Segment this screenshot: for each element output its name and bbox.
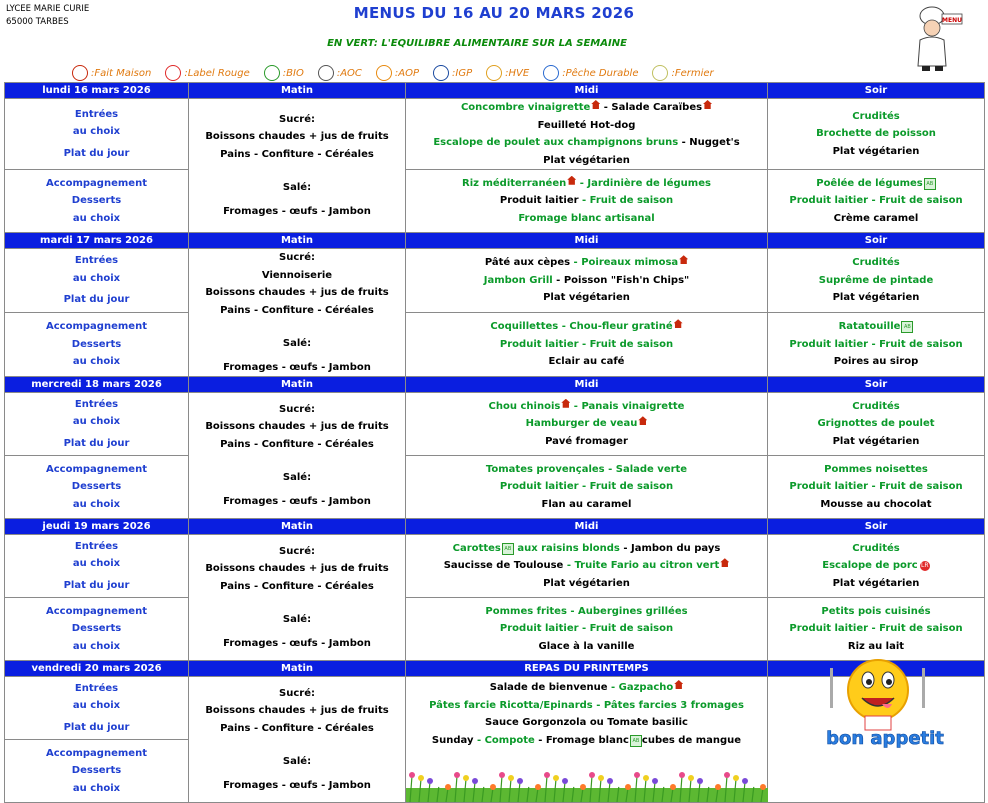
menu-line <box>768 254 984 272</box>
menu-line <box>406 557 767 575</box>
day-name: mardi 17 mars 2026 <box>5 233 189 249</box>
matin-boissons: Boissons chaudes + jus de fruits <box>205 563 389 575</box>
menu-item: Produit laitier - Fruit de saison <box>499 481 674 493</box>
menu-item: Hamburger de veau <box>525 418 638 430</box>
menu-item: Crudités <box>852 110 900 122</box>
menu-line <box>406 99 767 117</box>
matin-pains: Pains - Confiture - Céréales <box>220 304 374 316</box>
menu-item: Poires au sirop <box>833 356 919 368</box>
menu-line <box>768 496 984 514</box>
aoc-icon <box>318 65 334 81</box>
legend-item <box>433 65 472 81</box>
midi-cell <box>406 535 768 598</box>
hve-icon <box>486 65 502 81</box>
menu-line <box>406 289 767 307</box>
menu-line <box>406 540 767 558</box>
category-entrees: Entrées <box>74 255 119 267</box>
menu-line <box>768 289 984 307</box>
menu-item: Crudités <box>852 257 900 269</box>
menu-line <box>406 152 767 170</box>
soir-cell <box>768 313 985 377</box>
menu-item: Saucisse de Toulouse <box>443 560 564 572</box>
menu-line <box>406 478 767 496</box>
fait-maison-icon <box>674 319 683 328</box>
matin-boissons: Boissons chaudes + jus de fruits <box>205 705 389 717</box>
menu-item: Salade de bienvenue <box>489 682 608 693</box>
day-name: lundi 16 mars 2026 <box>5 83 189 99</box>
category-cell <box>5 456 189 519</box>
menu-line <box>768 108 984 126</box>
menu-item: cubes de mangue <box>641 734 742 746</box>
menu-line <box>768 192 984 210</box>
category-cell <box>5 535 189 598</box>
col-matin: Matin <box>189 233 406 249</box>
legend-item <box>72 65 151 81</box>
category-entrees: Entrées <box>74 108 119 120</box>
col-soir: Soir <box>768 83 985 99</box>
menu-item: Suprême de pintade <box>818 274 934 286</box>
category-au-choix: au choix <box>72 212 121 224</box>
menu-item: Produit laitier - Fruit de saison <box>499 338 674 350</box>
fait-maison-icon <box>591 100 600 109</box>
menu-line <box>768 318 984 336</box>
category-accompagnement: Accompagnement <box>46 463 147 475</box>
menu-item: Plat végétarien <box>832 292 920 304</box>
col-soir: Soir <box>768 519 985 535</box>
legend <box>72 64 714 82</box>
day-name: jeudi 19 mars 2026 <box>5 519 189 535</box>
matin-pains: Pains - Confiture - Céréales <box>220 722 374 734</box>
fait-maison-icon <box>561 399 570 408</box>
chef-icon <box>908 4 966 72</box>
matin-pains: Pains - Confiture - Céréales <box>220 148 374 160</box>
matin-cell <box>189 99 406 233</box>
matin-pains: Pains - Confiture - Céréales <box>220 580 374 592</box>
midi-cell <box>406 393 768 456</box>
menu-item: Ratatouille <box>838 321 901 333</box>
midi-cell <box>406 677 768 803</box>
midi-cell <box>406 598 768 661</box>
menu-item: - <box>600 102 612 113</box>
category-accompagnement: Accompagnement <box>46 177 147 189</box>
fait-maison-icon <box>720 558 729 567</box>
fait-maison-icon <box>567 176 576 185</box>
menu-line <box>768 272 984 290</box>
menu-item: Feuilleté Hot-dog <box>537 119 636 131</box>
soir-cell <box>768 170 985 233</box>
menu-item: Pavé fromager <box>545 435 628 447</box>
col-soir: Soir <box>768 233 985 249</box>
aop-icon <box>376 65 392 81</box>
menu-line <box>406 398 767 416</box>
menu-line <box>406 117 767 135</box>
col-midi: REPAS DU PRINTEMPS <box>406 661 768 677</box>
category-plat-du-jour: Plat du jour <box>63 294 130 306</box>
midi-cell <box>406 313 768 377</box>
matin-viennoiserie: Viennoiserie <box>261 269 333 281</box>
menu-line <box>406 461 767 479</box>
category-au-choix: au choix <box>72 356 121 368</box>
category-cell <box>5 170 189 233</box>
menu-row-top <box>5 249 985 313</box>
col-matin: Matin <box>189 377 406 393</box>
menu-row-bottom <box>5 456 985 519</box>
menu-item: - Jardinière de légumes <box>576 177 711 189</box>
legend-label: :BIO <box>282 67 304 79</box>
col-midi: Midi <box>406 233 768 249</box>
menu-line <box>768 125 984 143</box>
menu-item: Produit laitier - Fruit de saison <box>789 481 963 493</box>
matin-sale: Salé: <box>282 338 312 349</box>
category-accompagnement: Accompagnement <box>46 605 147 617</box>
soir-cell <box>768 535 985 598</box>
category-accompagnement: Accompagnement <box>46 321 147 333</box>
category-au-choix: au choix <box>72 640 121 652</box>
label-rouge-icon <box>165 65 181 81</box>
menu-item: Chou chinois <box>488 400 561 412</box>
menu-item: Produit laitier - Fruit de saison <box>499 623 674 635</box>
bon-appetit-smiley-icon <box>810 648 960 748</box>
menu-item: Sunday <box>431 734 474 746</box>
day-header-row <box>5 519 985 535</box>
menu-line <box>406 603 767 621</box>
category-entrees: Entrées <box>74 540 119 552</box>
menu-line <box>768 557 984 575</box>
menu-line <box>768 478 984 496</box>
igp-icon <box>433 65 449 81</box>
midi-cell <box>406 170 768 233</box>
menu-item: Plat végétarien <box>543 292 630 304</box>
col-matin: Matin <box>189 519 406 535</box>
day-header-row <box>5 83 985 99</box>
menu-item: - Fruit de saison <box>578 195 674 207</box>
menu-item: Sauce Gorgonzola ou Tomate basilic <box>485 717 688 728</box>
legend-item <box>376 65 419 81</box>
menu-item: Flan au caramel <box>541 498 632 510</box>
menu-line <box>406 254 767 272</box>
menu-item: Eclair au café <box>548 356 625 368</box>
menu-item: Pâtes farcie Ricotta/Epinards - Pâtes farcies 3 fromages <box>429 699 744 711</box>
menu-line <box>768 540 984 558</box>
category-au-choix: au choix <box>72 700 121 712</box>
matin-sucre: Sucré: <box>279 687 315 699</box>
menu-item: Concombre vinaigrette <box>460 102 591 113</box>
menu-item: Riz méditerranéen <box>462 177 567 189</box>
menu-line <box>768 433 984 451</box>
menu-item: Crudités <box>852 400 900 412</box>
spring-flowers-icon <box>406 762 768 802</box>
matin-boissons: Boissons chaudes + jus de fruits <box>205 131 389 143</box>
legend-item <box>543 65 638 81</box>
menu-item: Plat végétarien <box>832 435 920 447</box>
matin-fromages: Fromages - œufs - Jambon <box>223 361 371 373</box>
matin-cell <box>189 393 406 519</box>
menu-item: Plat végétarien <box>832 577 920 589</box>
legend-item <box>165 65 249 81</box>
matin-sale: Salé: <box>282 472 312 484</box>
menu-item: Crème caramel <box>833 212 919 224</box>
soir-cell <box>768 99 985 170</box>
matin-fromages: Fromages - œufs - Jambon <box>223 779 371 791</box>
menu-line <box>406 318 767 336</box>
category-cell <box>5 393 189 456</box>
menu-line <box>406 433 767 451</box>
matin-sucre: Sucré: <box>279 113 315 125</box>
menu-line <box>406 336 767 354</box>
menu-line <box>406 620 767 638</box>
category-desserts: Desserts <box>71 338 122 350</box>
menu-line <box>406 714 767 732</box>
matin-boissons: Boissons chaudes + jus de fruits <box>205 287 389 298</box>
menu-item: Carottes <box>452 542 501 554</box>
col-soir: Soir <box>768 377 985 393</box>
menu-item: Brochette de poisson <box>816 128 936 140</box>
menu-item: Glace à la vanille <box>538 640 635 652</box>
menu-line <box>768 398 984 416</box>
soir-cell <box>768 456 985 519</box>
menu-line <box>406 496 767 514</box>
legend-item <box>652 65 713 81</box>
col-midi: Midi <box>406 519 768 535</box>
house-icon <box>72 65 88 81</box>
menu-line <box>768 461 984 479</box>
category-desserts: Desserts <box>71 623 122 635</box>
matin-sale: Salé: <box>282 182 312 194</box>
category-au-choix: au choix <box>72 558 121 570</box>
menu-line <box>406 134 767 152</box>
category-cell <box>5 249 189 313</box>
menu-line <box>406 272 767 290</box>
matin-fromages: Fromages - œufs - Jambon <box>223 205 371 217</box>
category-entrees: Entrées <box>74 398 119 410</box>
school-line2: 65000 TARBES <box>6 17 69 27</box>
matin-sale: Salé: <box>282 614 312 626</box>
legend-label: :HVE <box>505 67 530 79</box>
menu-item: Jambon Grill <box>483 274 553 286</box>
category-plat-du-jour: Plat du jour <box>63 437 130 449</box>
midi-cell <box>406 249 768 313</box>
menu-row-top <box>5 393 985 456</box>
menu-item: - Jambon du pays <box>619 542 721 554</box>
legend-label: :Fermier <box>671 67 714 79</box>
day-header-row <box>5 233 985 249</box>
col-matin: Matin <box>189 83 406 99</box>
matin-cell <box>189 249 406 377</box>
midi-cell <box>406 99 768 170</box>
menu-item: Pommes frites - Aubergines grillées <box>485 605 688 617</box>
category-plat-du-jour: Plat du jour <box>63 579 130 591</box>
category-plat-du-jour: Plat du jour <box>63 721 130 733</box>
menu-item: Mousse au chocolat <box>820 498 932 510</box>
day-name: vendredi 20 mars 2026 <box>5 661 189 677</box>
menu-line <box>768 175 984 193</box>
category-desserts: Desserts <box>71 765 122 777</box>
menu-item: Escalope de porc <box>822 560 918 572</box>
matin-fromages: Fromages - œufs - Jambon <box>223 495 371 507</box>
peche-durable-icon <box>543 65 559 81</box>
menu-item: - Gazpacho <box>607 682 674 693</box>
legend-label: :AOP <box>394 67 420 79</box>
menu-line <box>406 210 767 228</box>
fait-maison-icon <box>638 416 647 425</box>
menu-item: Plat végétarien <box>832 145 920 157</box>
menu-item: - Poisson "Fish'n Chips" <box>552 274 690 286</box>
bio-icon: AB <box>901 321 913 333</box>
category-cell <box>5 313 189 377</box>
fermier-icon <box>652 65 668 81</box>
category-desserts: Desserts <box>71 195 122 207</box>
category-au-choix: au choix <box>72 416 121 428</box>
menu-item: Produit laitier - Fruit de saison <box>789 623 963 635</box>
menu-item: Produit laitier <box>499 195 579 207</box>
legend-label: :Pêche Durable <box>562 67 639 79</box>
legend-label: :AOC <box>336 67 362 79</box>
chef-sign: MENU <box>942 17 962 24</box>
menu-line <box>768 143 984 161</box>
category-desserts: Desserts <box>71 481 122 493</box>
matin-cell <box>189 535 406 661</box>
menu-line <box>768 575 984 593</box>
category-entrees: Entrées <box>74 682 119 694</box>
matin-sucre: Sucré: <box>279 545 315 557</box>
menu-item: Escalope de poulet aux champignons bruns <box>433 137 679 148</box>
bio-icon: AB <box>502 543 514 555</box>
category-cell <box>5 99 189 170</box>
menu-line <box>406 638 767 656</box>
menu-item: Poêlée de légumes <box>816 177 923 189</box>
menu-item: - Panais vinaigrette <box>570 400 685 412</box>
bio-icon: AB <box>924 178 936 190</box>
menu-line <box>768 603 984 621</box>
menu-line <box>406 192 767 210</box>
menu-item: Fromage blanc artisanal <box>518 212 655 224</box>
menu-line <box>768 415 984 433</box>
category-plat-du-jour: Plat du jour <box>63 147 130 159</box>
day-header-row <box>5 377 985 393</box>
menu-line <box>768 353 984 371</box>
menu-line <box>406 175 767 193</box>
fait-maison-icon <box>703 100 712 109</box>
menu-line <box>406 697 767 715</box>
bon-appetit-text: bon appetit <box>826 728 944 748</box>
matin-boissons: Boissons chaudes + jus de fruits <box>205 421 389 433</box>
menu-line <box>768 620 984 638</box>
menu-item: Produit laitier - Fruit de saison <box>789 195 963 207</box>
menu-item: - Poireaux mimosa <box>570 257 679 269</box>
category-au-choix: au choix <box>72 782 121 794</box>
menu-item: - Nugget's <box>678 137 740 148</box>
soir-cell <box>768 249 985 313</box>
category-accompagnement: Accompagnement <box>46 747 147 759</box>
col-midi: Midi <box>406 377 768 393</box>
category-au-choix: au choix <box>72 272 121 284</box>
midi-cell <box>406 456 768 519</box>
menu-item: - Compote <box>473 734 535 746</box>
menu-item: Salade Caraïbes <box>611 102 703 113</box>
soir-cell <box>768 393 985 456</box>
menu-item: - Truite Fario au citron vert <box>563 560 720 572</box>
menu-line <box>768 336 984 354</box>
col-matin: Matin <box>189 661 406 677</box>
menu-line <box>406 575 767 593</box>
bio-icon <box>264 65 280 81</box>
matin-sucre: Sucré: <box>279 403 315 415</box>
bio-icon: AB <box>630 735 642 747</box>
fait-maison-icon <box>679 255 688 264</box>
menu-item: Coquillettes - Chou-fleur gratiné <box>490 321 673 333</box>
menu-line <box>768 210 984 228</box>
menu-item: Pommes noisettes <box>824 463 928 475</box>
category-cell <box>5 598 189 661</box>
legend-item <box>486 65 529 81</box>
category-au-choix: au choix <box>72 126 121 138</box>
legend-item <box>318 65 362 81</box>
menu-line <box>406 415 767 433</box>
category-cell <box>5 740 189 803</box>
matin-sale: Salé: <box>282 756 312 768</box>
menu-row-bottom <box>5 313 985 377</box>
school-line1: LYCEE MARIE CURIE <box>6 4 90 14</box>
menu-line <box>406 679 767 697</box>
menu-item: Plat végétarien <box>543 154 630 166</box>
legend-item <box>264 65 304 81</box>
menu-line <box>406 732 767 750</box>
matin-pains: Pains - Confiture - Céréales <box>220 438 374 450</box>
menu-item: Riz au lait <box>847 640 905 652</box>
page-subtitle: EN VERT: L'EQUILIBRE ALIMENTAIRE SUR LA SEMAINE <box>327 38 627 49</box>
menu-item: Pâté aux cèpes <box>484 257 571 269</box>
category-au-choix: au choix <box>72 498 121 510</box>
menu-row-bottom <box>5 170 985 233</box>
menu-item: - Fromage blanc <box>534 734 629 746</box>
menu-item: Produit laitier - Fruit de saison <box>789 338 963 350</box>
menu-item: Petits pois cuisinés <box>821 605 931 617</box>
legend-label: :Fait Maison <box>91 67 152 79</box>
menu-item: aux raisins blonds <box>513 542 620 554</box>
menu-row-top <box>5 535 985 598</box>
legend-label: :Label Rouge <box>184 67 250 79</box>
menu-item: Crudités <box>852 542 900 554</box>
matin-sucre: Sucré: <box>279 252 315 263</box>
menu-line <box>406 353 767 371</box>
matin-cell <box>189 677 406 803</box>
category-cell <box>5 677 189 740</box>
matin-fromages: Fromages - œufs - Jambon <box>223 637 371 649</box>
menu-item: Plat végétarien <box>543 577 630 589</box>
fait-maison-icon <box>674 680 683 689</box>
col-midi: Midi <box>406 83 768 99</box>
menu-item: Tomates provençales - Salade verte <box>485 463 688 475</box>
menu-row-top <box>5 99 985 170</box>
page-title: MENUS DU 16 AU 20 MARS 2026 <box>353 4 635 22</box>
legend-label: :IGP <box>452 67 473 79</box>
label-rouge-icon: LR <box>920 562 929 570</box>
day-name: mercredi 18 mars 2026 <box>5 377 189 393</box>
menu-item: Grignottes de poulet <box>817 418 935 430</box>
